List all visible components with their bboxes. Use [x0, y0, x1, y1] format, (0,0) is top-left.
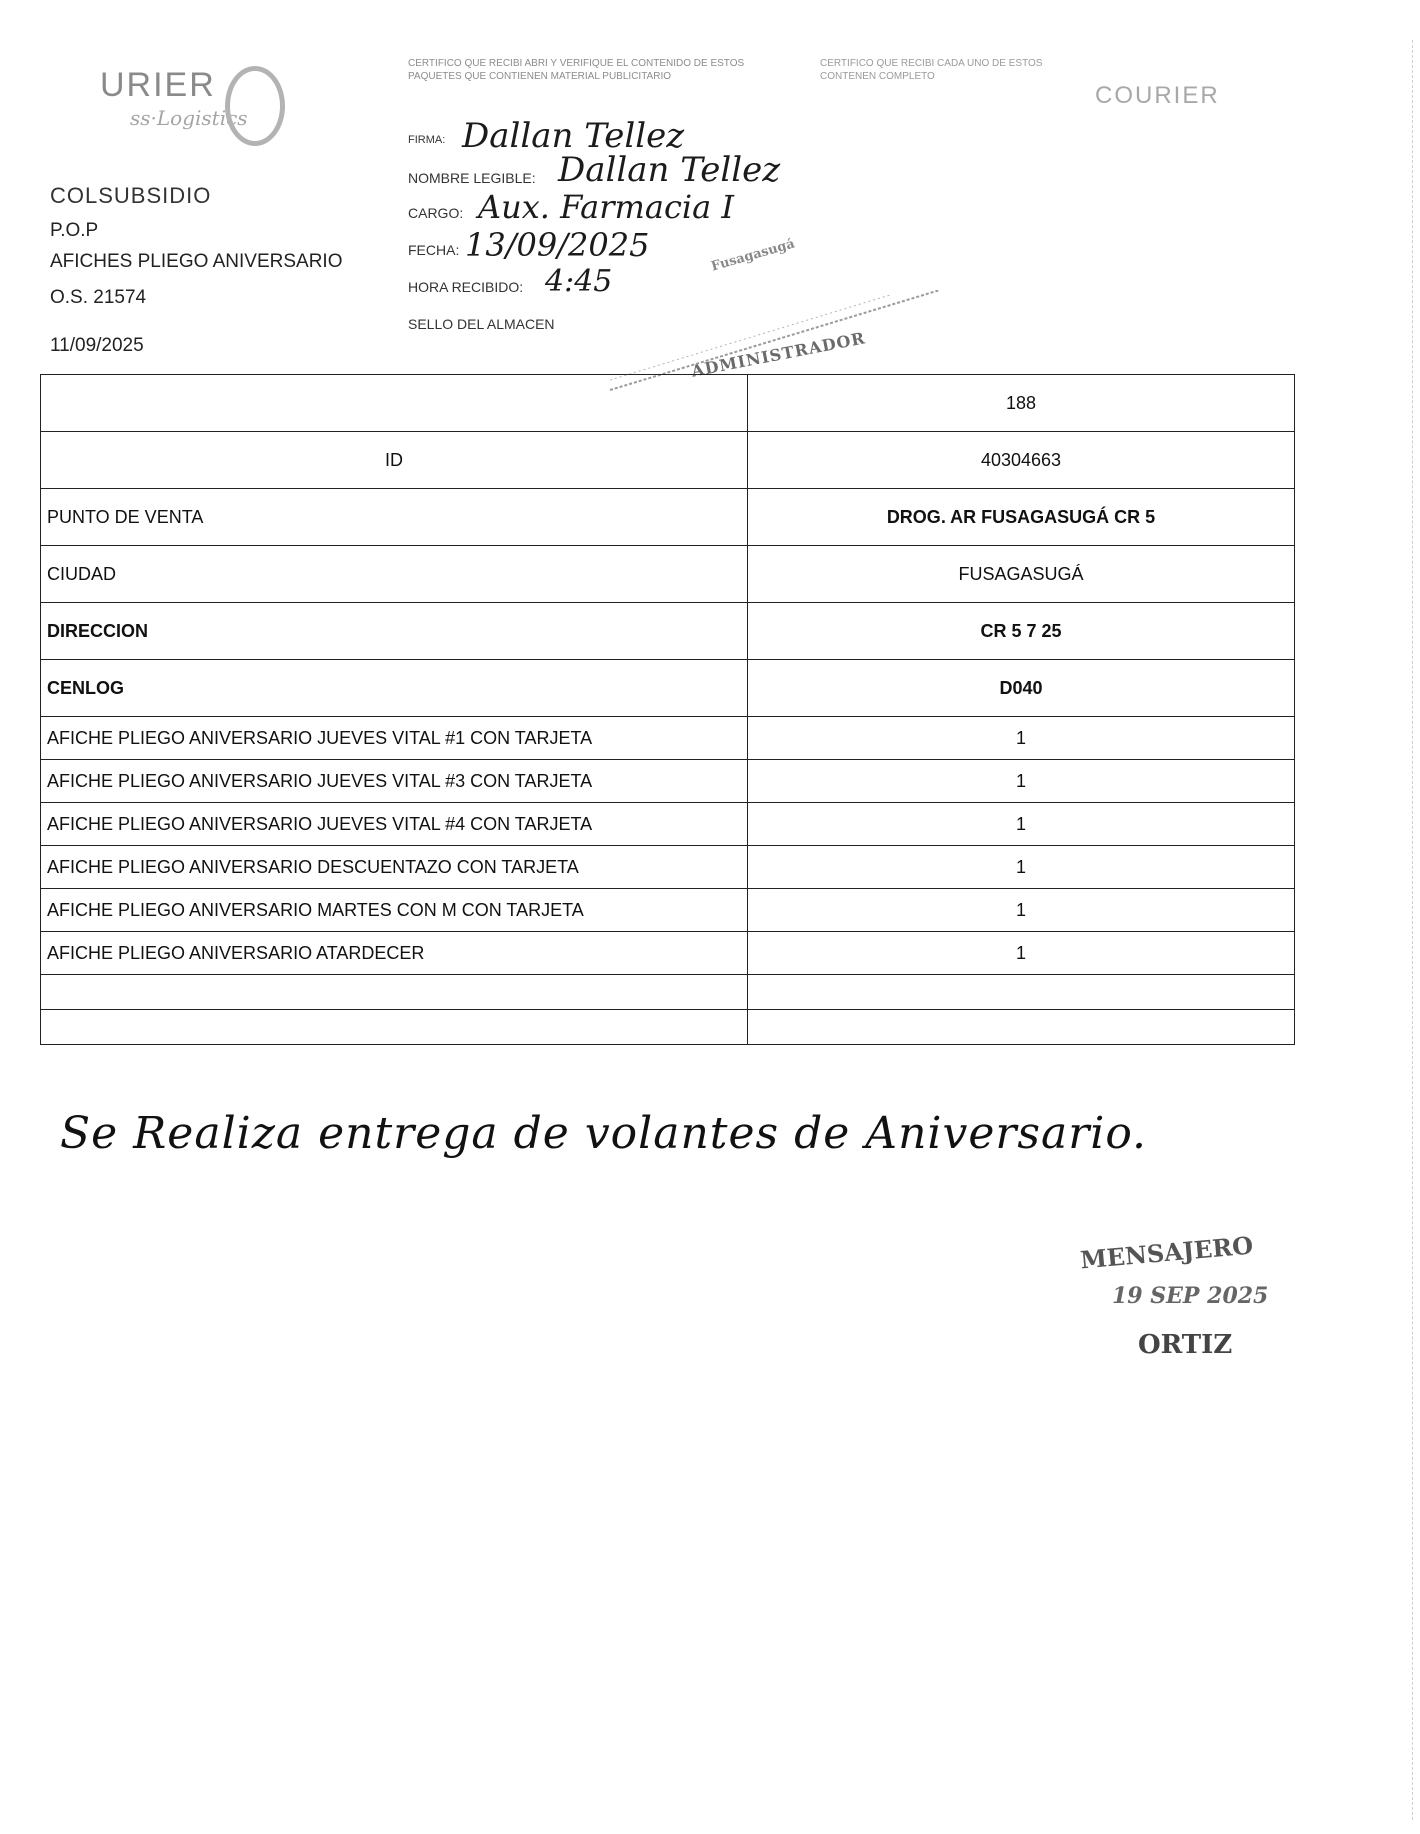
delivery-table — [40, 374, 1295, 1045]
table-row — [41, 660, 1295, 717]
id-label: ID — [41, 432, 748, 489]
order-date: 11/09/2025 — [50, 335, 144, 356]
nombre-label: NOMBRE LEGIBLE: — [408, 170, 536, 186]
table-row-empty — [41, 975, 1295, 1010]
sello-label: SELLO DEL ALMACEN — [408, 316, 555, 332]
cargo-value: Aux. Farmacia I — [478, 188, 734, 226]
stamp-name: ORTIZ — [1138, 1330, 1233, 1360]
logo-ring-icon — [225, 66, 285, 146]
id-value: 40304663 — [748, 432, 1295, 489]
table-row — [41, 603, 1295, 660]
ciudad-label: CIUDAD — [41, 546, 748, 603]
reception-header: CERTIFICO QUE RECIBI ABRI Y VERIFIQUE EL CONTENIDO DE ESTOS PAQUETES QUE CONTIENEN MATERIAL PUBLICITARIO — [408, 58, 745, 82]
item-label: AFICHE PLIEGO ANIVERSARIO MARTES CON M CON TARJETA — [41, 889, 748, 932]
fecha-label: FECHA: — [408, 242, 460, 258]
nombre-value: Dallan Tellez — [558, 150, 781, 190]
item-quantity: 1 — [748, 932, 1295, 975]
order-number: O.S. 21574 — [50, 287, 147, 308]
table-row-empty — [41, 1010, 1295, 1045]
direccion-value: CR 5 7 25 — [748, 603, 1295, 660]
cenlog-value: D040 — [748, 660, 1295, 717]
certification-header: CERTIFICO QUE RECIBI CADA UNO DE ESTOS CONTENEN COMPLETO — [820, 58, 1043, 82]
quantity-total: 188 — [748, 375, 1295, 432]
item-label: AFICHE PLIEGO ANIVERSARIO JUEVES VITAL #3 CON TARJETA — [41, 760, 748, 803]
table-row — [41, 932, 1295, 975]
item-label: AFICHE PLIEGO ANIVERSARIO JUEVES VITAL #1 CON TARJETA — [41, 717, 748, 760]
item-label: AFICHE PLIEGO ANIVERSARIO ATARDECER — [41, 932, 748, 975]
client-name: COLSUBSIDIO — [50, 183, 212, 208]
row-label — [41, 375, 748, 432]
ciudad-value: FUSAGASUGÁ — [748, 546, 1295, 603]
cargo-label: CARGO: — [408, 205, 464, 221]
client-type: P.O.P — [50, 220, 99, 241]
hora-label: HORA RECIBIDO: — [408, 279, 524, 295]
stamp-date: 19 SEP 2025 — [1112, 1283, 1269, 1309]
table-row — [41, 846, 1295, 889]
table-row — [41, 375, 1295, 432]
table-row — [41, 717, 1295, 760]
administrador-stamp: ADMINISTRADOR — [689, 328, 868, 381]
table-row — [41, 546, 1295, 603]
logo-subtitle: ss·Logistics — [130, 106, 248, 130]
page-edge-divider — [1412, 40, 1413, 1820]
messenger-stamp: MENSAJERO — [1079, 1230, 1255, 1275]
firma-label: FIRMA: — [408, 134, 446, 146]
item-quantity: 1 — [748, 803, 1295, 846]
item-quantity: 1 — [748, 889, 1295, 932]
courier-right-logo: COURIER — [1095, 82, 1220, 109]
direccion-label: DIRECCION — [41, 603, 748, 660]
hora-value: 4:45 — [545, 264, 613, 299]
table-row — [41, 803, 1295, 846]
handwritten-note: Se Realiza entrega de volantes de Aniversario. — [60, 1108, 1148, 1159]
cenlog-label: CENLOG — [41, 660, 748, 717]
courier-logo — [30, 56, 280, 146]
item-label: AFICHE PLIEGO ANIVERSARIO DESCUENTAZO CON TARJETA — [41, 846, 748, 889]
punto-venta-label: PUNTO DE VENTA — [41, 489, 748, 546]
table-row — [41, 432, 1295, 489]
city-stamp: Fusagasugá — [709, 236, 797, 275]
fecha-value: 13/09/2025 — [465, 226, 650, 264]
table-row — [41, 889, 1295, 932]
client-description: AFICHES PLIEGO ANIVERSARIO — [50, 251, 343, 272]
table-row — [41, 760, 1295, 803]
logo-text: URIER — [100, 66, 216, 104]
punto-venta-value: DROG. AR FUSAGASUGÁ CR 5 — [748, 489, 1295, 546]
item-quantity: 1 — [748, 717, 1295, 760]
item-label: AFICHE PLIEGO ANIVERSARIO JUEVES VITAL #4 CON TARJETA — [41, 803, 748, 846]
item-quantity: 1 — [748, 846, 1295, 889]
table-row — [41, 489, 1295, 546]
firma-signature: Dallan Tellez — [462, 116, 685, 156]
item-quantity: 1 — [748, 760, 1295, 803]
